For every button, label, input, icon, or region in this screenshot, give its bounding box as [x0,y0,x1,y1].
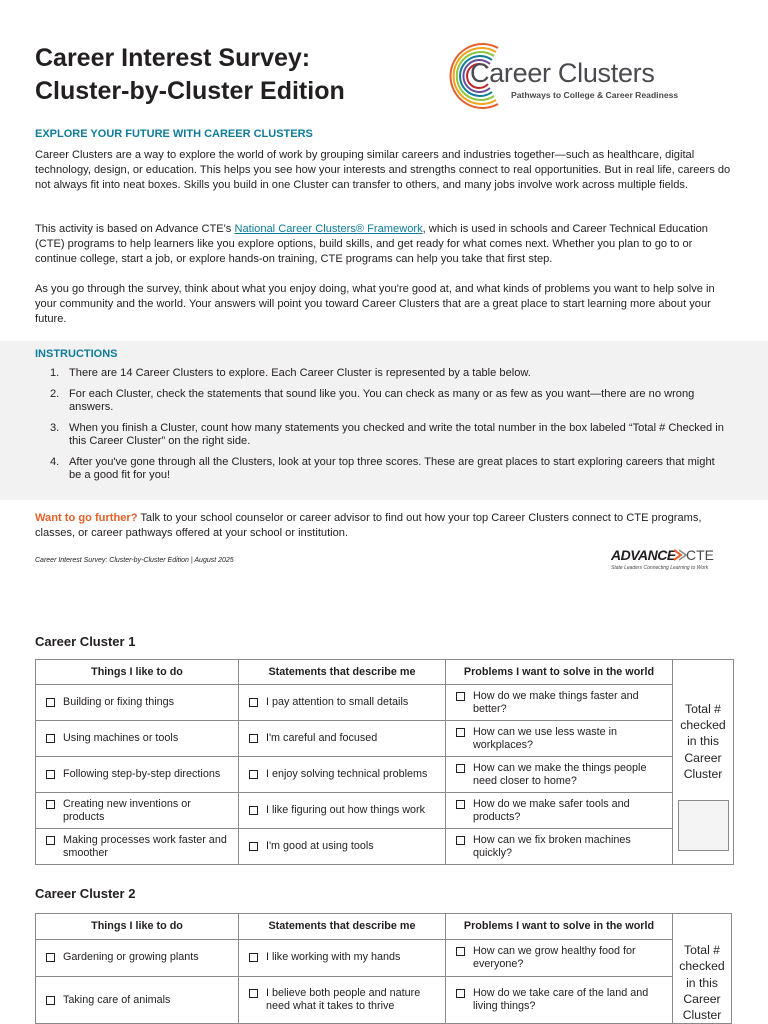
checkbox[interactable] [456,800,465,809]
statement-text: How do we make things faster and better? [473,689,639,715]
advance-tagline: State Leaders Connecting Learning to Work [611,565,709,571]
statement-text: Building or fixing things [63,696,175,708]
total-label-line: in this [687,734,719,749]
checkbox[interactable] [456,836,465,845]
checkbox[interactable] [456,692,465,701]
column-header: Problems I want to solve in the world [446,914,673,940]
checkbox[interactable] [46,698,55,707]
total-checked-cell [673,660,734,865]
checkbox[interactable] [249,770,258,779]
instruction-item [50,388,730,415]
statement-cell [36,976,239,1024]
table-row [36,939,732,976]
table-row [36,757,734,793]
checkbox[interactable] [456,728,465,737]
statement-text: I'm good at using tools [266,840,374,852]
statement-text: Taking care of animals [63,993,171,1006]
statement-cell [446,939,673,976]
statement-cell [446,757,673,793]
go-further-text: Talk to your school counselor or career advisor to find out how your top Career Clusters connect to CTE programs, classes, or career pathways offered at your school or institution. [35,512,702,539]
column-header: Problems I want to solve in the world [446,660,673,685]
instruction-text: When you finish a Cluster, count how many statements you checked and write the total number in the box labeled “Total # Checked in this Career Cluster” on the right side. [69,421,724,447]
checkbox[interactable] [456,989,465,998]
total-label-line: checked [680,718,726,733]
column-header: Statements that describe me [239,660,446,685]
column-header: Things I like to do [36,660,239,685]
total-input-box[interactable] [678,800,729,851]
statement-cell [36,793,239,829]
cluster-2-title: Career Cluster 2 [35,886,136,901]
p2-text-before: This activity is based on Advance CTE's [35,223,235,235]
instruction-item [50,456,730,483]
total-label-line: Career [683,991,721,1006]
statement-cell [446,721,673,757]
chevron-right-icon [673,549,687,561]
statement-text: How do we make safer tools and products? [473,797,630,823]
framework-link[interactable]: National Career Clusters® Framework [234,223,423,235]
statement-cell [446,793,673,829]
checkbox[interactable] [249,698,258,707]
checkbox[interactable] [46,800,55,809]
table-row [36,793,734,829]
total-label-line: checked [679,959,725,974]
logo-name: Career Clusters [470,58,655,88]
total-label-line: in this [686,975,718,990]
instruction-number: 3. [50,421,60,434]
checkbox[interactable] [46,770,55,779]
statement-cell [446,976,673,1024]
title-line-1: Career Interest Survey: [35,44,311,72]
statement-cell [36,939,239,976]
intro-paragraph-2 [35,222,735,266]
statement-text: How can we grow healthy food for everyone? [473,944,636,970]
logo-tagline: Pathways to College & Career Readiness [511,90,679,100]
intro-paragraph-1: Career Clusters are a way to explore the world of work by grouping similar careers and industries together—such as healthcare, digital technology, design, or education. This helps you see how your interests and strengths connect to real opportunities. But in real life, careers do not always fit into neat boxes. Skills you build in one Cluster can transfer to others, and many jobs involve work across multiple fields. [35,149,731,191]
statement-text: I like figuring out how things work [266,804,426,816]
page-title [35,42,435,108]
instruction-number: 2. [50,387,60,400]
statement-cell [239,721,446,757]
cluster-1-table [35,659,734,865]
statement-text: I like working with my hands [266,951,401,964]
statement-text: I'm careful and focused [266,732,378,744]
column-header: Things I like to do [36,914,239,940]
checkbox[interactable] [456,764,465,773]
instruction-text: There are 14 Career Clusters to explore. Each Career Cluster is represented by a table below. [69,367,531,379]
statement-cell [239,793,446,829]
statement-text: Following step-by-step directions [63,768,221,780]
statement-cell [36,685,239,721]
checkbox[interactable] [46,953,55,962]
checkbox[interactable] [456,947,465,956]
checkbox[interactable] [46,996,55,1005]
table-row [36,829,734,865]
statement-text: I believe both people and nature need what it takes to thrive [266,987,421,1013]
statement-cell [239,757,446,793]
total-label-line: Career [684,750,722,765]
checkbox[interactable] [249,734,258,743]
instructions-heading: INSTRUCTIONS [35,348,118,360]
intro-paragraph-3: As you go through the survey, think about what you enjoy doing, what you're good at, and what kinds of problems you want to help solve in your community and the world. Your answers will point you toward Career Clusters that are a great place to start learning more about your future. [35,283,715,325]
checkbox[interactable] [249,842,258,851]
checkbox[interactable] [249,953,258,962]
checkbox[interactable] [46,734,55,743]
advance-cte-logo [611,545,721,575]
statement-cell [446,829,673,865]
statement-text: I pay attention to small details [266,696,409,708]
instruction-item [50,367,730,381]
total-label-line: Cluster [683,766,723,781]
table-row [36,721,734,757]
statement-text: Gardening or growing plants [63,951,199,964]
instruction-number: 4. [50,455,60,468]
go-further-note [35,511,735,541]
total-label-line: Cluster [682,1008,722,1023]
title-line-2: Cluster-by-Cluster Edition [35,77,345,105]
advance-wordmark: ADVANCE [611,547,676,563]
cluster-2-table [35,913,732,1024]
statement-text: Creating new inventions or products [63,797,191,823]
checkbox[interactable] [46,836,55,845]
statement-cell [36,829,239,865]
statement-text: How can we fix broken machines quickly? [473,833,631,859]
instruction-text: For each Cluster, check the statements that sound like you. You can check as many or as few as you want—there are no wrong answers. [69,387,695,413]
total-label-line: Total # [684,943,720,957]
table-row [36,976,732,1024]
statement-cell [239,976,446,1024]
statement-text: How can we make the things people need closer to home? [473,761,647,787]
statement-text: How do we take care of the land and living things? [473,987,649,1013]
instruction-item [50,422,730,449]
total-checked-cell [673,914,732,1024]
instruction-number: 1. [50,367,60,379]
statement-text: How can we use less waste in workplaces? [473,725,618,751]
statement-cell [36,721,239,757]
p2-text-after: , which is used in schools and Career Technical Education (CTE) programs to help learners like you explore options, build skills, and get ready for what comes next. Whether you plan to go to or continue college, start a job, or explore hands-on training, CTE programs can help you take that first step. [35,223,708,265]
column-header: Statements that describe me [239,914,446,940]
statement-cell [239,685,446,721]
statement-cell [446,685,673,721]
instruction-text: After you've gone through all the Clusters, look at your top three scores. These are great places to start exploring careers that might be a good fit for you! [69,455,715,481]
footer-note: Career Interest Survey: Cluster-by-Cluster Edition | August 2025 [35,557,234,564]
cte-wordmark: CTE [686,547,714,563]
statement-text: I enjoy solving technical problems [266,768,428,780]
statement-text: Using machines or tools [63,732,179,744]
go-further-lead: Want to go further? [35,512,138,524]
total-label-line: Total # [685,701,721,716]
statement-cell [239,939,446,976]
intro-heading: EXPLORE YOUR FUTURE WITH CAREER CLUSTERS [35,128,313,140]
career-clusters-logo [446,40,736,112]
statement-cell [36,757,239,793]
checkbox[interactable] [249,806,258,815]
instructions-list [50,367,730,490]
table-row [36,685,734,721]
statement-cell [239,829,446,865]
checkbox[interactable] [249,989,258,998]
statement-text: Making processes work faster and smoother [63,833,227,859]
cluster-1-title: Career Cluster 1 [35,634,136,649]
